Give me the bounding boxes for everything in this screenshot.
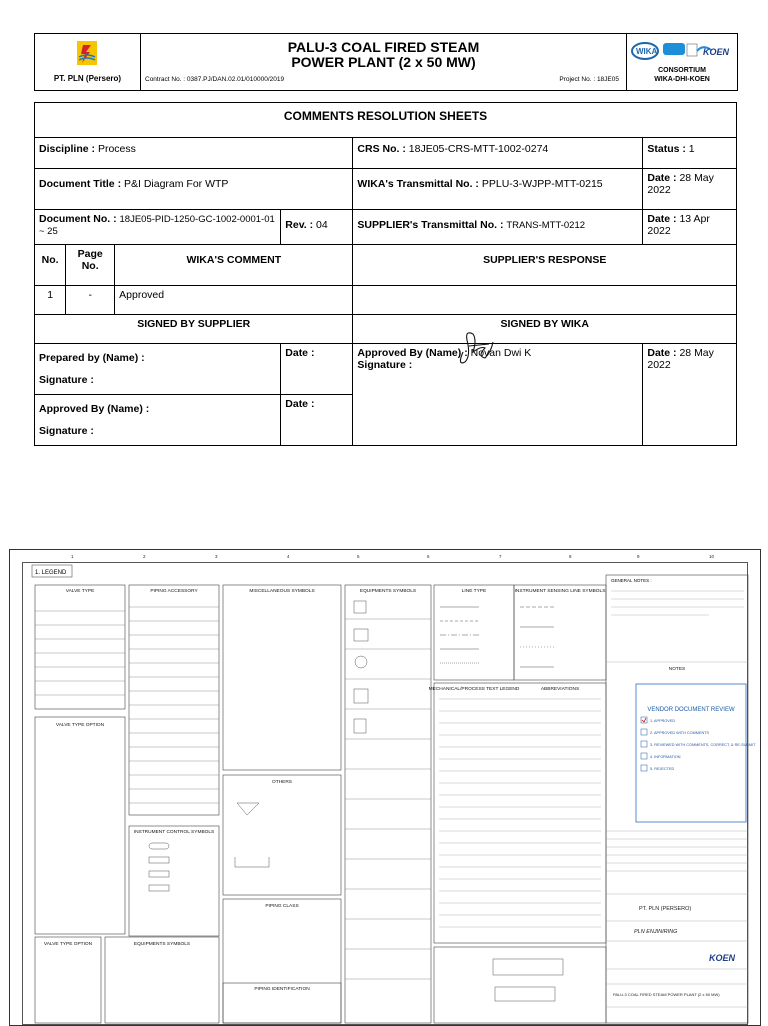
- col-num: 9: [637, 554, 640, 559]
- instrument-lines-header: INSTRUMENT SENSING LINE SYMBOLS: [514, 589, 606, 594]
- col-num: 2: [143, 554, 146, 559]
- wika-transmittal-label: WIKA's Transmittal No. :: [357, 178, 479, 190]
- project-title: [140, 40, 627, 70]
- legend-title: 1. LEGEND: [35, 570, 67, 576]
- project-title-line2: POWER PLANT (2 x 50 MW): [291, 54, 476, 70]
- rev-value: 04: [316, 219, 328, 231]
- valve-option-header: VALVE TYPE OPTION: [55, 723, 105, 728]
- crs-title: COMMENTS RESOLUTION SHEETS: [35, 103, 737, 138]
- col-num: 4: [287, 554, 290, 559]
- date1-value: 28 May 2022: [647, 172, 714, 196]
- project-title-line1: PALU-3 COAL FIRED STEAM: [287, 39, 480, 55]
- consortium-cell: [626, 34, 737, 90]
- consortium-line2: WIKA-DHI-KOEN: [654, 76, 710, 83]
- col-num: 6: [427, 554, 430, 559]
- project-number: Project No. : 18JE05: [559, 76, 619, 83]
- col-wika-comment-header: WIKA'S COMMENT: [115, 245, 353, 286]
- crs-no-value: 18JE05-CRS-MTT-1002-0274: [408, 143, 549, 155]
- wika-approved-value: Novan Dwi K: [470, 347, 532, 359]
- rev-cell: [281, 210, 353, 245]
- company-name: PT. PLN (Persero): [53, 74, 122, 83]
- col-num: 8: [569, 554, 572, 559]
- comments-resolution-table: [34, 102, 737, 446]
- discipline-label: Discipline :: [39, 143, 96, 155]
- status-cell: [643, 138, 737, 169]
- supplier-signature-label: Signature :: [39, 374, 94, 386]
- consortium-logos-icon: [631, 40, 733, 62]
- vendor-review-title: VENDOR DOCUMENT REVIEW: [647, 707, 735, 713]
- instrument-control-header: INSTRUMENT CONTROL SYMBOLS: [133, 830, 215, 835]
- handwritten-signature-icon: [455, 322, 505, 370]
- wika-transmittal-cell: [353, 169, 643, 210]
- wika-signature-label: Signature :: [357, 359, 413, 371]
- consortium-label: [627, 66, 737, 84]
- rev-label: Rev. :: [285, 219, 314, 231]
- notes-header: NOTES: [668, 667, 686, 672]
- approved-signature-label: Signature :: [39, 425, 94, 437]
- supplier-transmittal-value: TRANS-MTT-0212: [506, 220, 586, 231]
- doc-title-label: Document Title :: [39, 178, 122, 190]
- review-option-approved-comments: 2. APPROVED WITH COMMENTS: [650, 731, 710, 735]
- discipline-cell: [35, 138, 353, 169]
- document-number-cell: [35, 210, 281, 245]
- row-response: [353, 286, 737, 315]
- col-no-header: No.: [35, 245, 66, 286]
- col-page-header: Page No.: [66, 245, 115, 286]
- valve-type-header: VALVE TYPE: [65, 589, 95, 594]
- document-title-cell: [35, 169, 353, 210]
- doc-no-label: Document No. :: [39, 213, 117, 225]
- prepared-by-cell: [35, 344, 281, 395]
- document-header: [34, 33, 738, 91]
- doc-no-value: 18JE05-PID-1250-GC-1002-0001-01 ~ 25: [39, 214, 275, 237]
- prepared-date-cell: Date :: [281, 344, 353, 395]
- review-option-resubmit: 3. REVIEWED WITH COMMENTS, CORRECT, & RE-SUBMIT: [650, 743, 756, 747]
- date2-cell: [643, 210, 737, 245]
- col-num: 10: [709, 554, 715, 559]
- supplier-transmittal-label: SUPPLIER's Transmittal No. :: [357, 219, 504, 231]
- review-option-information: 4. INFORMATION: [650, 755, 681, 759]
- others-header: OTHERS: [272, 780, 292, 785]
- misc-symbols-header: MISCELLANEOUS SYMBOLS: [249, 589, 315, 594]
- koen-logo-text: KOEN: [703, 47, 730, 57]
- owner-cell: [35, 34, 141, 90]
- status-label: Status :: [647, 143, 686, 155]
- review-option-rejected: 5. REJECTED: [650, 767, 675, 771]
- table-row: [35, 286, 737, 315]
- approved-by-cell: [35, 395, 281, 446]
- contractor-label: KOEN: [709, 953, 736, 963]
- general-notes-label: GENERAL NOTES :: [611, 578, 652, 583]
- mech-legend-header: MECHANICAL/PROCESS TEXT LEGEND: [428, 687, 520, 692]
- valve-option2-header: VALVE TYPE OPTION: [43, 942, 93, 947]
- equipment-symbols-header: EQUIPMENTS SYMBOLS: [359, 589, 417, 594]
- consortium-line1: CONSORTIUM: [658, 67, 706, 74]
- col-num: 5: [357, 554, 360, 559]
- date1-cell: [643, 169, 737, 210]
- row-comment: Approved: [115, 286, 353, 315]
- owner-label: PT. PLN (PERSERO): [639, 906, 692, 912]
- date2-label: Date :: [647, 213, 677, 225]
- status-value: 1: [688, 143, 695, 155]
- wika-logo-text: WIKA: [636, 47, 658, 56]
- crs-no-label: CRS No. :: [357, 143, 406, 155]
- date3-label: Date :: [647, 347, 677, 359]
- approved-by-label: Approved By (Name) :: [39, 403, 150, 415]
- abbreviations-header: ABBREVIATIONS: [540, 687, 580, 692]
- drawing-content: [9, 549, 759, 1024]
- contract-number: Contract No. : 0387.PJ/DAN.02.01/010000/2019: [145, 76, 285, 83]
- line-type-header: LINE TYPE: [461, 589, 487, 594]
- doc-title-value: P&I Diagram For WTP: [123, 178, 229, 190]
- review-option-approved: 1. APPROVED: [650, 719, 676, 723]
- drawing-title-label: PALU-3 COAL FIRED STEAM POWER PLANT (2 x 50 MW): [613, 992, 720, 997]
- prepared-by-label: Prepared by (Name) :: [39, 352, 145, 364]
- signed-by-wika: SIGNED BY WIKA: [353, 315, 737, 344]
- approved-date-cell: Date :: [281, 395, 353, 446]
- discipline-value: Process: [97, 143, 136, 155]
- wika-transmittal-value: PPLU-3-WJPP-MTT-0215: [481, 178, 603, 190]
- col-num: 1: [71, 554, 74, 559]
- row-no: 1: [35, 286, 66, 315]
- piping-class-header: PIPING CLASS: [265, 904, 299, 909]
- row-page: -: [66, 286, 115, 315]
- crs-no-cell: [353, 138, 643, 169]
- wika-approved-label: Approved By (Name) :: [357, 347, 468, 359]
- date1-label: Date :: [647, 172, 677, 184]
- signed-by-supplier: SIGNED BY SUPPLIER: [35, 315, 353, 344]
- date3-cell: [643, 344, 737, 446]
- col-num: 7: [499, 554, 502, 559]
- supplier-transmittal-cell: [353, 210, 643, 245]
- date2-value: 13 Apr 2022: [647, 213, 710, 237]
- col-supplier-response-header: SUPPLIER'S RESPONSE: [353, 245, 737, 286]
- pln-logo-icon: [75, 39, 99, 67]
- col-num: 3: [215, 554, 218, 559]
- equipment-symbols2-header: EQUIPMENTS SYMBOLS: [133, 942, 191, 947]
- date3-value: 28 May 2022: [647, 347, 714, 371]
- engineer-label: PLN ENJINIRING: [634, 929, 678, 935]
- piping-accessory-header: PIPING ACCESSORY: [150, 589, 198, 594]
- piping-identification-header: PIPING IDENTIFICATION: [254, 987, 310, 992]
